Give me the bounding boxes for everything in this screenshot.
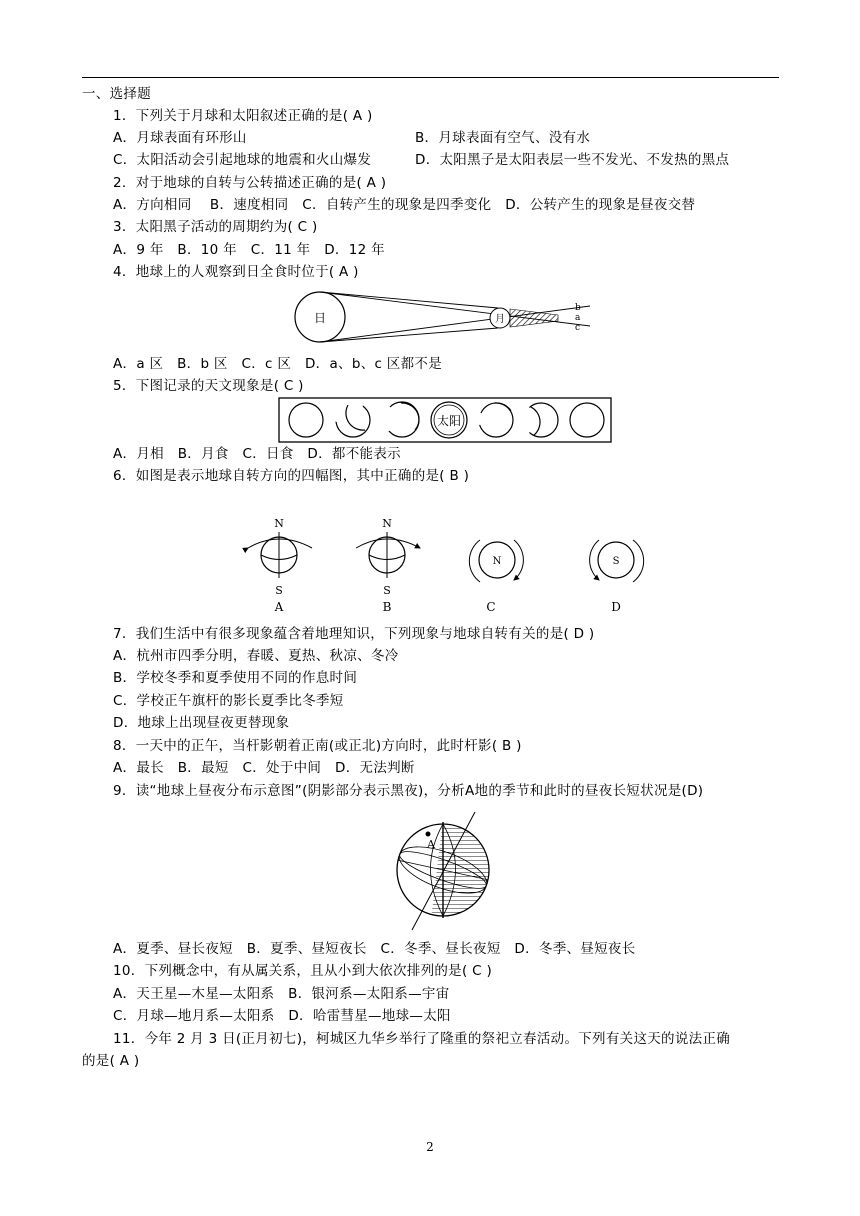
q3-options: A．9 年 B．10 年 C．11 年 D．12 年: [113, 242, 385, 258]
point-a-label: A: [427, 838, 435, 851]
q5-options: A．月相 B．月食 C．日食 D．都不能表示: [113, 446, 401, 462]
question-11-stem: 11．今年 2 月 3 日(正月初七)，柯城区九华乡举行了隆重的祭祀立春活动。下列有关这天的说法正确: [113, 1031, 731, 1047]
question-2-stem: 2．对于地球的自转与公转描述正确的是( A ): [113, 175, 387, 191]
question-8-stem: 8．一天中的正午，当杆影朝着正南(或正北)方向时，此时杆影( B ): [113, 738, 522, 754]
q8-options: A．最长 B．最短 C．处于中间 D．无法判断: [113, 760, 415, 776]
svg-text:N: N: [274, 517, 284, 530]
svg-text:S: S: [275, 584, 283, 597]
svg-text:A: A: [274, 600, 284, 614]
region-b-label: b: [575, 303, 581, 313]
q1-option-b: B．月球表面有空气、没有水: [415, 130, 591, 146]
sun-label: 日: [313, 311, 327, 325]
q7-option-d: D．地球上出现昼夜更替现象: [113, 715, 290, 731]
question-4-stem: 4．地球上的人观察到日全食时位于( A ): [113, 264, 359, 280]
diagram-c: [469, 540, 523, 614]
svg-text:N: N: [492, 556, 502, 567]
question-7-stem: 7．我们生活中有很多现象蕴含着地理知识，下列现象与地球自转有关的是( D ): [113, 626, 595, 642]
diagram-b: [356, 517, 420, 614]
q1-option-d: D．太阳黑子是太阳表层一些不发光、不发热的黑点: [415, 152, 730, 168]
day-night-globe-diagram: [390, 808, 500, 934]
q9-options: A．夏季、昼长夜短 B．夏季、昼短夜长 C．冬季、昼长夜短 D．冬季、昼短夜长: [113, 941, 636, 957]
q7-option-b: B．学校冬季和夏季使用不同的作息时间: [113, 670, 358, 686]
q4-options: A．a 区 B．b 区 C．c 区 D．a、b、c 区都不是: [113, 356, 443, 372]
q10-options-ab: A．天王星—木星—太阳系 B．银河系—太阳系—宇宙: [113, 986, 450, 1002]
q1-option-c: C．太阳活动会引起地球的地震和火山爆发: [113, 152, 372, 168]
question-11-stem-cont: 的是( A ): [82, 1053, 140, 1069]
q1-option-a: A．月球表面有环形山: [113, 130, 247, 146]
sun-label: 太阳: [436, 414, 462, 428]
moon-label: 月: [495, 314, 505, 325]
question-5-stem: 5．下图记录的天文现象是( C ): [113, 378, 304, 394]
diagram-d: [590, 540, 644, 614]
eclipse-sequence-diagram: [278, 397, 612, 443]
q10-options-cd: C．月球—地月系—太阳系 D．哈雷彗星—地球—太阳: [113, 1008, 451, 1024]
page-number: 2: [426, 1140, 434, 1154]
question-6-stem: 6．如图是表示地球自转方向的四幅图，其中正确的是( B ): [113, 468, 470, 484]
svg-text:D: D: [611, 600, 621, 614]
solar-eclipse-diagram: [290, 286, 590, 352]
q7-option-c: C．学校正午旗杆的影长夏季比冬季短: [113, 693, 344, 709]
rotation-direction-diagram: [240, 512, 660, 616]
svg-text:C: C: [486, 600, 496, 614]
header-rule: [82, 77, 779, 78]
question-3-stem: 3．太阳黑子活动的周期约为( C ): [113, 219, 318, 235]
svg-text:N: N: [382, 517, 392, 530]
question-10-stem: 10．下列概念中，有从属关系，且从小到大依次排列的是( C ): [113, 963, 493, 979]
region-a-label: a: [575, 313, 581, 323]
q2-options: A．方向相同 B．速度相同 C．自转产生的现象是四季变化 D．公转产生的现象是昼夜交替: [113, 197, 696, 213]
question-9-stem: 9．读“地球上昼夜分布示意图”(阴影部分表示黑夜)，分析A地的季节和此时的昼夜长短状况是(D): [113, 783, 704, 799]
question-1-stem: 1．下列关于月球和太阳叙述正确的是( A ): [113, 108, 373, 124]
svg-text:S: S: [383, 584, 391, 597]
svg-text:B: B: [382, 600, 392, 614]
diagram-a: [248, 517, 312, 614]
section-title: 一、选择题: [82, 86, 151, 102]
region-c-label: c: [575, 323, 581, 333]
q7-option-a: A．杭州市四季分明，春暖、夏热、秋凉、冬冷: [113, 648, 399, 664]
svg-text:S: S: [612, 556, 620, 567]
